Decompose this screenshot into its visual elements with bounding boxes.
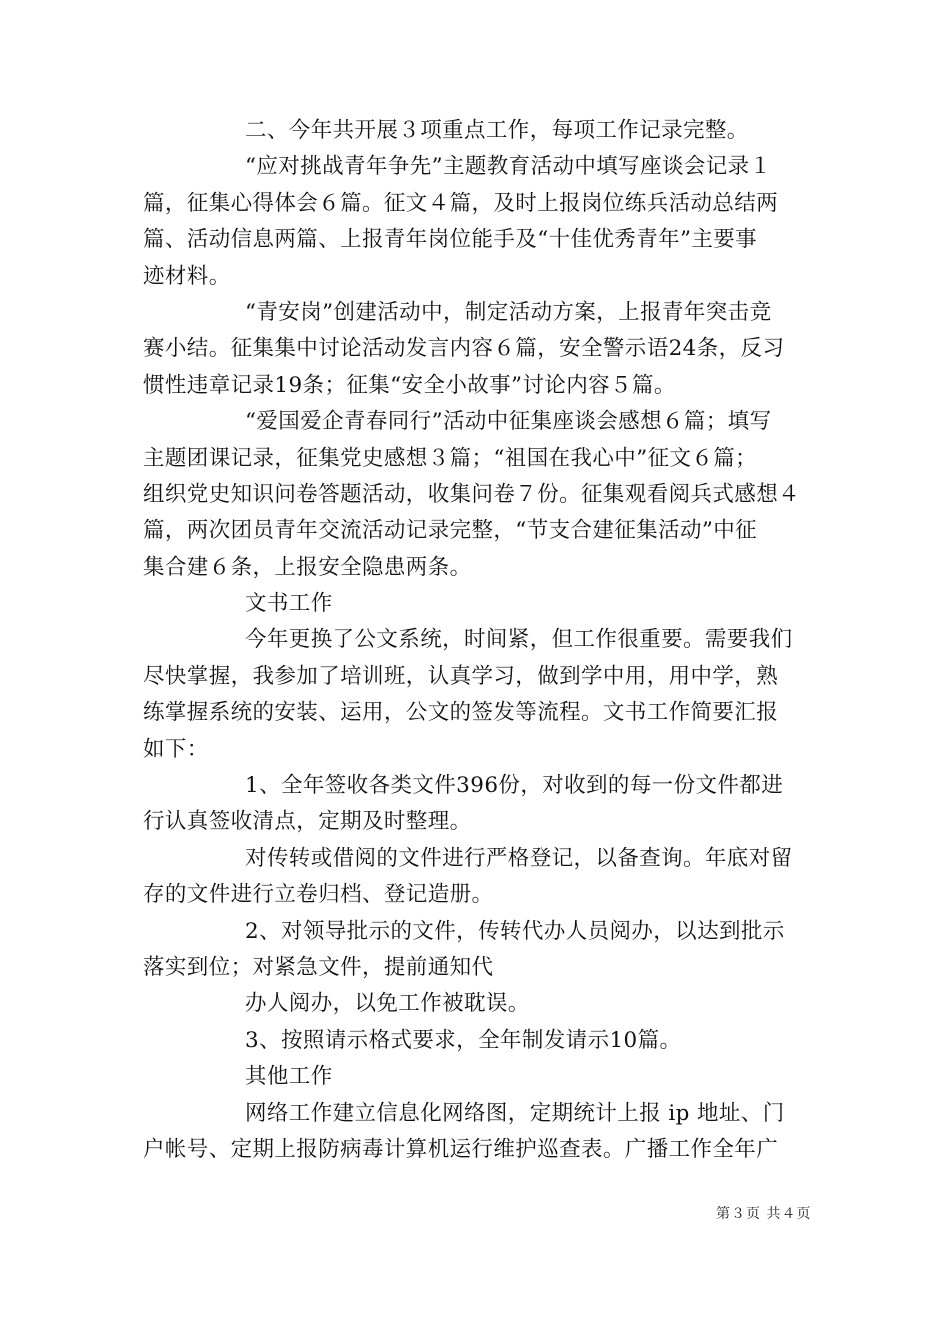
paragraph-line: 行认真签收清点，定期及时整理。 [143, 809, 472, 835]
paragraph-line: 办人阅办，以免工作被耽误。 [245, 991, 530, 1017]
paragraph-line: 主题团课记录，征集党史感想３篇；“祖国在我心中”征文６篇； [143, 445, 758, 471]
paragraph-line: “青安岗”创建活动中，制定活动方案，上报青年突击竞 [245, 299, 772, 325]
paragraph-line: 尽快掌握，我参加了培训班，认真学习，做到学中用，用中学，熟 [143, 663, 779, 689]
paragraph-line: 篇，征集心得体会６篇。征文４篇，及时上报岗位练兵活动总结两 [143, 190, 779, 216]
paragraph-line: 网络工作建立信息化网络图，定期统计上报 ip 地址、门 [245, 1100, 785, 1126]
paragraph-line: 户帐号、定期上报防病毒计算机运行维护巡查表。广播工作全年广 [143, 1136, 779, 1162]
paragraph-line: 组织党史知识问卷答题活动，收集问卷７份。征集观看阅兵式感想４ [143, 481, 801, 507]
section-heading-key-work: 二、今年共开展３项重点工作，每项工作记录完整。 [245, 118, 749, 143]
paragraph-line: 存的文件进行立卷归档、登记造册。 [143, 882, 494, 908]
paragraph-line: 惯性违章记录19条；征集“安全小故事”讨论内容５篇。 [143, 372, 676, 398]
list-item-3: 3、按照请示格式要求，全年制发请示10篇。 [245, 1027, 682, 1053]
paragraph-line: “应对挑战青年争先”主题教育活动中填写座谈会记录１ [245, 154, 772, 180]
paragraph-line: “爱国爱企青春同行”活动中征集座谈会感想６篇；填写 [245, 409, 772, 435]
paragraph-line: 篇、活动信息两篇、上报青年岗位能手及“十佳优秀青年”主要事 [143, 227, 758, 253]
paragraph-line: 练掌握系统的安装、运用，公文的签发等流程。文书工作简要汇报 [143, 700, 779, 726]
list-item-1: 1、全年签收各类文件396份，对收到的每一份文件都进 [245, 773, 784, 799]
paragraph-line: 对传转或借阅的文件进行严格登记，以备查询。年底对留 [245, 845, 793, 871]
paragraph-line: 如下： [143, 736, 209, 762]
paragraph-line: 赛小结。征集集中讨论活动发言内容６篇，安全警示语24条，反习 [143, 336, 785, 362]
page-number-footer: 第３页 共４页 [716, 1206, 812, 1222]
paragraph-line: 篇，两次团员青年交流活动记录完整，“节支合建征集活动”中征 [143, 518, 758, 544]
paragraph-line: 今年更换了公文系统，时间紧，但工作很重要。需要我们 [245, 627, 793, 653]
paragraph-line: 落实到位；对紧急文件，提前通知代 [143, 954, 494, 980]
section-heading-other-work: 其他工作 [245, 1064, 333, 1090]
list-item-2: 2、对领导批示的文件，传转代办人员阅办，以达到批示 [245, 918, 785, 944]
document-body [143, 113, 809, 1168]
paragraph-line: 集合建６条，上报安全隐患两条。 [143, 554, 472, 580]
section-heading-clerical-work: 文书工作 [245, 591, 333, 617]
paragraph-line: 迹材料。 [143, 263, 231, 289]
